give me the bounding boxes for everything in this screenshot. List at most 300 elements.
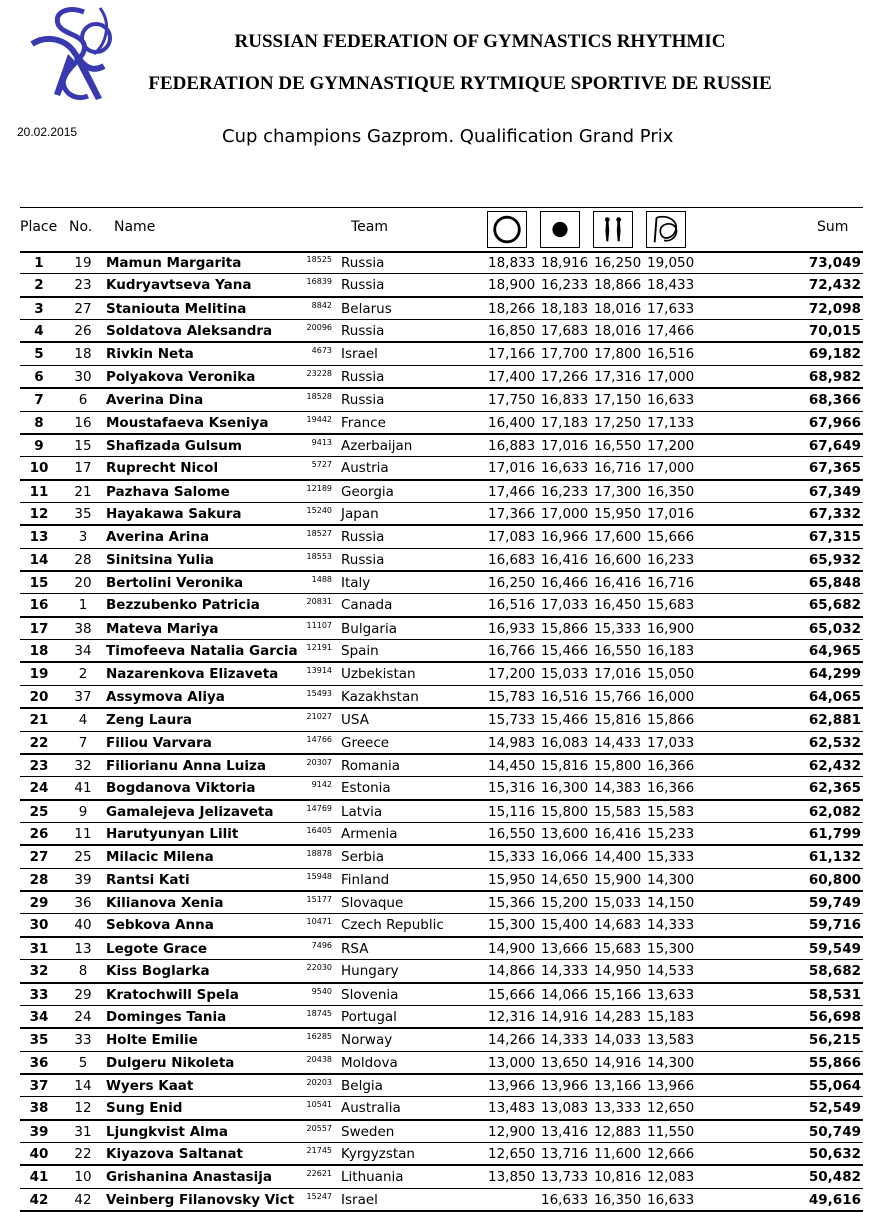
license-number-cell: 14766 [306,734,332,744]
clubs-score-cell: 15,033 [594,895,642,912]
team-cell: Portugal [341,1008,397,1025]
license-number-cell: 10541 [306,1100,332,1110]
table-row [20,1121,863,1143]
ribbon-score-cell: 16,183 [647,643,695,660]
total-score-cell: 67,365 [808,460,861,477]
clubs-score-cell: 15,766 [594,688,642,705]
start-number-cell: 31 [74,1123,92,1140]
total-score-cell: 62,082 [808,803,861,820]
total-score-cell: 73,049 [808,255,861,271]
start-number-cell: 8 [78,963,88,980]
clubs-score-cell: 14,383 [594,780,642,797]
place-cell: 12 [29,505,49,522]
clubs-score-cell: 15,950 [594,505,642,522]
ribbon-score-cell: 16,900 [647,620,695,637]
col-no: No. [69,219,93,235]
place-cell: 15 [29,575,49,592]
clubs-score-cell: 16,550 [594,437,642,454]
table-row [20,709,863,731]
place-cell: 41 [29,1169,49,1186]
hoop-score-cell: 16,516 [488,597,536,614]
place-cell: 22 [29,734,49,751]
total-score-cell: 49,616 [808,1191,861,1208]
clubs-score-cell: 15,800 [594,757,642,774]
hoop-score-cell: 15,333 [488,849,536,866]
gymnast-name-cell: Hayakawa Sakura [106,505,242,522]
ribbon-score-cell: 16,000 [647,688,695,705]
hoop-score-cell: 18,900 [488,277,536,294]
ball-score-cell: 14,916 [541,1008,589,1025]
team-cell: Armenia [341,825,398,842]
place-cell: 35 [29,1032,49,1049]
hoop-score-cell: 15,116 [488,803,536,820]
team-cell: Russia [341,551,385,568]
gymnast-name-cell: Bezzubenko Patricia [106,597,260,614]
total-score-cell: 59,549 [808,940,861,957]
clubs-score-cell: 18,016 [594,300,642,317]
total-score-cell: 50,632 [808,1146,861,1163]
ball-score-cell: 13,666 [541,940,589,957]
hoop-score-cell: 17,466 [488,483,536,500]
license-number-cell: 15240 [306,505,332,515]
place-cell: 18 [29,643,49,660]
table-row [20,777,863,800]
clubs-score-cell: 15,333 [594,620,642,637]
gymnast-name-cell: Filiorianu Anna Luiza [106,757,266,774]
license-number-cell: 11107 [306,620,332,630]
ribbon-score-cell: 14,333 [647,917,695,934]
license-number-cell: 18525 [306,255,332,264]
start-number-cell: 2 [78,666,88,683]
place-cell: 38 [29,1100,49,1117]
total-score-cell: 59,749 [808,895,861,912]
license-number-cell: 21745 [306,1146,332,1156]
license-number-cell: 18878 [306,849,332,859]
license-number-cell: 16405 [306,825,332,835]
place-cell: 9 [34,437,44,454]
start-number-cell: 6 [78,392,88,409]
ribbon-score-cell: 15,050 [647,666,695,683]
gymnast-name-cell: Assymova Aliya [106,688,225,705]
hoop-score-cell: 15,783 [488,688,536,705]
license-number-cell: 16285 [306,1032,332,1042]
start-number-cell: 40 [74,917,92,934]
team-cell: Russia [341,529,385,546]
license-number-cell: 1488 [311,575,332,585]
gymnast-name-cell: Kiyazova Saltanat [106,1146,243,1163]
table-header [20,207,863,253]
clubs-score-cell: 16,550 [594,643,642,660]
clubs-icon [593,211,633,248]
start-number-cell: 16 [74,414,92,431]
total-score-cell: 62,532 [808,734,861,751]
ribbon-score-cell: 12,083 [647,1169,695,1186]
total-score-cell: 50,482 [808,1169,861,1186]
gymnast-name-cell: Moustafaeva Kseniya [106,414,269,431]
total-score-cell: 62,881 [808,712,861,729]
hoop-score-cell: 17,200 [488,666,536,683]
license-number-cell: 9413 [311,437,332,447]
table-row [20,892,863,914]
hoop-score-cell: 16,883 [488,437,536,454]
table-row [20,320,863,343]
team-cell: Japan [341,505,379,522]
col-sum: Sum [817,219,849,235]
hoop-score-cell: 16,850 [488,323,536,340]
hoop-score-cell: 14,450 [488,757,536,774]
total-score-cell: 50,749 [808,1123,861,1140]
table-row [20,1029,863,1051]
ball-score-cell: 15,400 [541,917,589,934]
table-row [20,594,863,617]
ribbon-score-cell: 16,366 [647,757,695,774]
clubs-score-cell: 10,816 [594,1169,642,1186]
gymnast-name-cell: Timofeeva Natalia Garcia [106,643,298,660]
total-score-cell: 67,349 [808,483,861,500]
license-number-cell: 10471 [306,917,332,927]
place-cell: 7 [34,392,44,409]
clubs-score-cell: 12,883 [594,1123,642,1140]
ribbon-score-cell: 16,633 [647,392,695,409]
place-cell: 31 [29,940,49,957]
gymnast-name-cell: Bertolini Veronika [106,575,244,592]
total-score-cell: 61,132 [808,849,861,866]
place-cell: 24 [29,780,49,797]
hoop-icon [487,211,527,248]
ball-score-cell: 14,333 [541,963,589,980]
start-number-cell: 41 [74,780,92,797]
hoop-score-cell: 15,366 [488,895,536,912]
gymnast-name-cell: Rantsi Kati [106,871,190,888]
clubs-score-cell: 15,583 [594,803,642,820]
start-number-cell: 28 [74,551,92,568]
team-cell: Italy [341,575,371,592]
ribbon-score-cell: 14,300 [647,1054,695,1071]
ribbon-score-cell: 15,333 [647,849,695,866]
gymnast-name-cell: Mateva Mariya [106,620,219,637]
license-number-cell: 22621 [306,1169,332,1179]
clubs-score-cell: 15,683 [594,940,642,957]
ball-score-cell: 16,416 [541,551,589,568]
gymnast-name-cell: Milacic Milena [106,849,214,866]
start-number-cell: 11 [74,825,92,842]
gymnast-name-cell: Soldatova Aleksandra [106,323,273,340]
hoop-score-cell: 17,366 [488,505,536,522]
ribbon-score-cell: 17,466 [647,323,695,340]
license-number-cell: 20831 [306,597,332,607]
ribbon-score-cell: 15,866 [647,712,695,729]
ribbon-score-cell: 17,016 [647,505,695,522]
license-number-cell: 19442 [306,414,332,424]
table-row [20,960,863,983]
start-number-cell: 33 [74,1032,92,1049]
table-row [20,435,863,457]
license-number-cell: 20096 [306,323,332,333]
clubs-score-cell: 17,800 [594,346,642,363]
ribbon-score-cell: 16,716 [647,575,695,592]
total-score-cell: 65,682 [808,597,861,614]
ball-score-cell: 16,300 [541,780,589,797]
clubs-score-cell: 16,450 [594,597,642,614]
table-row [20,1075,863,1097]
place-cell: 30 [29,917,49,934]
table-row [20,1097,863,1120]
team-cell: Romania [341,757,401,774]
ball-icon [540,211,580,248]
ribbon-icon [646,211,686,248]
hoop-score-cell: 16,400 [488,414,536,431]
team-cell: Slovaque [341,895,404,912]
table-row [20,274,863,297]
team-cell: Russia [341,368,385,385]
place-cell: 25 [29,803,49,820]
team-cell: Russia [341,277,385,294]
team-cell: Belgia [341,1077,383,1094]
start-number-cell: 5 [78,1054,88,1071]
hoop-score-cell: 12,900 [488,1123,536,1140]
team-cell: Canada [341,597,393,614]
ball-score-cell: 15,800 [541,803,589,820]
ribbon-score-cell: 17,033 [647,734,695,751]
ball-score-cell: 16,633 [541,460,589,477]
clubs-score-cell: 11,600 [594,1146,642,1163]
table-row [20,412,863,435]
place-cell: 39 [29,1123,49,1140]
start-number-cell: 20 [74,575,92,592]
license-number-cell: 15247 [306,1191,332,1201]
start-number-cell: 32 [74,757,92,774]
gymnast-name-cell: Mamun Margarita [106,255,242,271]
total-score-cell: 59,716 [808,917,861,934]
total-score-cell: 58,531 [808,986,861,1003]
table-row [20,481,863,503]
clubs-score-cell: 17,150 [594,392,642,409]
gymnast-name-cell: Kiss Boglarka [106,963,210,980]
clubs-score-cell: 14,950 [594,963,642,980]
gymnast-name-cell: Grishanina Anastasija [106,1169,272,1186]
clubs-score-cell: 18,016 [594,323,642,340]
team-cell: Sweden [341,1123,395,1140]
hoop-score-cell: 14,983 [488,734,536,751]
table-row [20,801,863,823]
table-row [20,1052,863,1075]
hoop-score-cell: 15,316 [488,780,536,797]
col-team: Team [351,219,389,235]
license-number-cell: 22030 [306,963,332,973]
ball-score-cell: 15,466 [541,712,589,729]
place-cell: 27 [29,849,49,866]
clubs-score-cell: 14,683 [594,917,642,934]
place-cell: 6 [34,368,44,385]
license-number-cell: 15948 [306,871,332,881]
place-cell: 40 [29,1146,49,1163]
ball-score-cell: 13,600 [541,825,589,842]
start-number-cell: 34 [74,643,92,660]
ball-score-cell: 14,066 [541,986,589,1003]
team-cell: Israel [341,1191,378,1208]
license-number-cell: 20307 [306,757,332,767]
total-score-cell: 67,332 [808,505,861,522]
ball-score-cell: 16,516 [541,688,589,705]
clubs-score-cell: 14,283 [594,1008,642,1025]
team-cell: Norway [341,1032,393,1049]
total-score-cell: 52,549 [808,1100,861,1117]
team-cell: USA [341,712,369,729]
hoop-score-cell: 13,966 [488,1077,536,1094]
total-score-cell: 67,966 [808,414,861,431]
table-row [20,526,863,548]
license-number-cell: 20438 [306,1054,332,1064]
hoop-score-cell: 18,266 [488,300,536,317]
start-number-cell: 38 [74,620,92,637]
table-row [20,663,863,685]
gymnast-name-cell: Zeng Laura [106,712,193,729]
place-cell: 20 [29,688,49,705]
federation-logo [24,4,116,110]
total-score-cell: 65,932 [808,551,861,568]
ribbon-score-cell: 12,666 [647,1146,695,1163]
table-row [20,343,863,365]
hoop-score-cell: 13,850 [488,1169,536,1186]
hoop-score-cell: 15,733 [488,712,536,729]
hoop-score-cell: 17,016 [488,460,536,477]
table-row [20,1006,863,1029]
place-cell: 37 [29,1077,49,1094]
hoop-score-cell: 12,316 [488,1008,536,1025]
license-number-cell: 9142 [311,780,332,790]
clubs-score-cell: 15,166 [594,986,642,1003]
ribbon-score-cell: 17,633 [647,300,695,317]
place-cell: 1 [34,255,44,271]
table-row [20,686,863,709]
ball-score-cell: 13,650 [541,1054,589,1071]
place-cell: 11 [29,483,49,500]
clubs-score-cell: 16,716 [594,460,642,477]
ribbon-score-cell: 14,150 [647,895,695,912]
gymnast-name-cell: Dominges Tania [106,1008,227,1025]
gymnast-name-cell: Sinitsina Yulia [106,551,214,568]
hoop-score-cell: 16,250 [488,575,536,592]
license-number-cell: 18527 [306,529,332,539]
start-number-cell: 4 [78,712,88,729]
ribbon-score-cell: 16,366 [647,780,695,797]
table-row [20,1189,863,1212]
start-number-cell: 1 [78,597,88,614]
start-number-cell: 36 [74,895,92,912]
table-row [20,1166,863,1188]
hoop-score-cell: 16,933 [488,620,536,637]
start-number-cell: 18 [74,346,92,363]
team-cell: Russia [341,392,385,409]
license-number-cell: 12189 [306,483,332,493]
gymnast-name-cell: Veinberg Filanovsky Vict [106,1191,295,1208]
team-cell: Russia [341,323,385,340]
ribbon-score-cell: 15,300 [647,940,695,957]
ball-score-cell: 16,066 [541,849,589,866]
license-number-cell: 18553 [306,551,332,561]
clubs-score-cell: 16,600 [594,551,642,568]
table-row [20,1143,863,1166]
ball-score-cell: 17,700 [541,346,589,363]
license-number-cell: 23228 [306,368,332,378]
ball-score-cell: 14,650 [541,871,589,888]
gymnast-name-cell: Bogdanova Viktoria [106,780,256,797]
total-score-cell: 65,032 [808,620,861,637]
place-cell: 14 [29,551,49,568]
total-score-cell: 68,366 [808,392,861,409]
table-row [20,755,863,777]
place-cell: 17 [29,620,49,637]
start-number-cell: 13 [74,940,92,957]
ball-score-cell: 13,733 [541,1169,589,1186]
ball-score-cell: 13,416 [541,1123,589,1140]
total-score-cell: 61,799 [808,825,861,842]
clubs-score-cell: 16,416 [594,825,642,842]
ball-score-cell: 16,966 [541,529,589,546]
ribbon-score-cell: 17,000 [647,368,695,385]
license-number-cell: 9540 [311,986,332,996]
table-row [20,640,863,663]
license-number-cell: 20203 [306,1077,332,1087]
gymnast-name-cell: Shafizada Gulsum [106,437,242,454]
ball-score-cell: 13,966 [541,1077,589,1094]
team-cell: Bulgaria [341,620,397,637]
total-score-cell: 65,848 [808,575,861,592]
clubs-score-cell: 14,400 [594,849,642,866]
ball-score-cell: 17,266 [541,368,589,385]
gymnast-name-cell: Legote Grace [106,940,208,957]
table-row [20,732,863,755]
team-cell: Moldova [341,1054,398,1071]
license-number-cell: 18528 [306,392,332,402]
hoop-score-cell: 13,483 [488,1100,536,1117]
gymnast-name-cell: Kudryavtseva Yana [106,277,252,294]
start-number-cell: 12 [74,1100,92,1117]
total-score-cell: 58,682 [808,963,861,980]
start-number-cell: 29 [74,986,92,1003]
team-cell: Estonia [341,780,391,797]
team-cell: Finland [341,871,390,888]
start-number-cell: 17 [74,460,92,477]
hoop-score-cell: 17,083 [488,529,536,546]
place-cell: 33 [29,986,49,1003]
ribbon-score-cell: 17,200 [647,437,695,454]
team-cell: Lithuania [341,1169,404,1186]
license-number-cell: 8842 [311,300,332,310]
results-table-body [20,252,863,1212]
hoop-score-cell: 17,400 [488,368,536,385]
ball-score-cell: 15,866 [541,620,589,637]
ball-score-cell: 14,333 [541,1032,589,1049]
hoop-score-cell: 15,950 [488,871,536,888]
start-number-cell: 7 [78,734,88,751]
total-score-cell: 72,098 [808,300,861,317]
gymnast-name-cell: Filiou Varvara [106,734,212,751]
ribbon-score-cell: 16,633 [647,1191,695,1208]
place-cell: 42 [29,1191,49,1208]
ball-score-cell: 15,033 [541,666,589,683]
ball-score-cell: 16,633 [541,1191,589,1208]
place-cell: 26 [29,825,49,842]
ball-score-cell: 15,816 [541,757,589,774]
ball-score-cell: 17,683 [541,323,589,340]
ball-score-cell: 13,083 [541,1100,589,1117]
ribbon-score-cell: 15,583 [647,803,695,820]
license-number-cell: 13914 [306,666,332,676]
total-score-cell: 62,432 [808,757,861,774]
hoop-score-cell: 16,683 [488,551,536,568]
gymnast-name-cell: Sung Enid [106,1100,183,1117]
